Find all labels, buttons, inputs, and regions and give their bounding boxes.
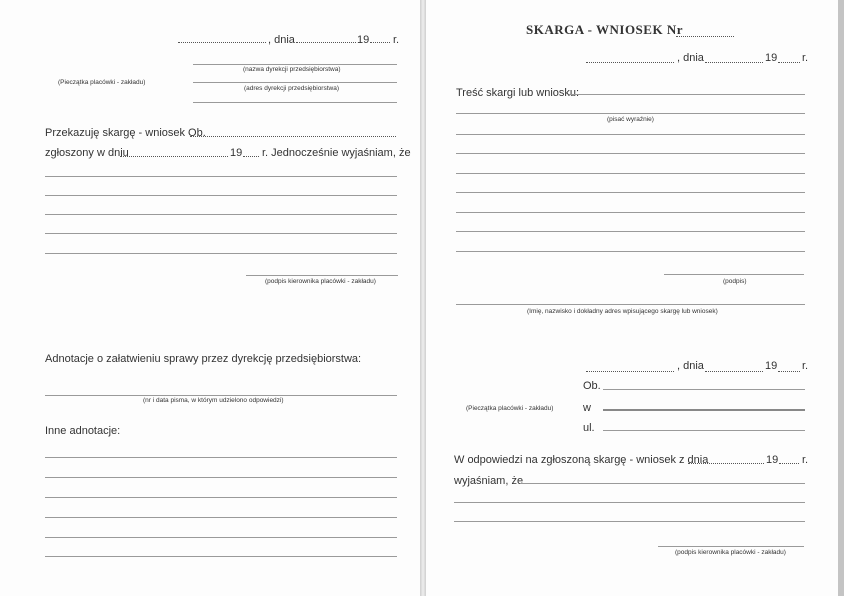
- year-prefix: 19: [765, 360, 778, 372]
- reply-label: W odpowiedzi na zgłoszoną skargę - wniosek z dnia: [454, 454, 709, 466]
- explain-label: r. Jednocześnie wyjaśniam, że: [262, 147, 411, 159]
- annotation-line[interactable]: [45, 517, 397, 518]
- date-label: , dnia: [268, 34, 295, 46]
- street-line[interactable]: [603, 430, 805, 431]
- author-address-caption: (Imię, nazwisko i dokładny adres wpisującego skargę lub wniosek): [527, 308, 718, 315]
- letter-ref-line[interactable]: [45, 395, 397, 396]
- explanation-line[interactable]: [45, 233, 397, 234]
- legible-caption: (pisać wyraźnie): [607, 116, 654, 123]
- content-line[interactable]: [456, 212, 805, 213]
- content-line[interactable]: [456, 192, 805, 193]
- form-title: SKARGA - WNIOSEK Nr: [526, 22, 683, 37]
- direction-name-line[interactable]: [193, 64, 397, 65]
- content-line[interactable]: [456, 251, 805, 252]
- reply-line[interactable]: [454, 502, 805, 503]
- place-blank[interactable]: [178, 42, 266, 43]
- direction-extra-line[interactable]: [193, 102, 397, 103]
- signature-line[interactable]: [664, 274, 804, 275]
- reply-date-blank[interactable]: [688, 463, 764, 464]
- content-line[interactable]: [569, 94, 805, 95]
- direction-address-line[interactable]: [193, 82, 397, 83]
- letter-ref-caption: (nr i data pisma, w którym udzielono odpowiedzi): [143, 397, 284, 404]
- date-blank[interactable]: [705, 371, 763, 372]
- date-label: , dnia: [677, 360, 704, 372]
- annotation-line[interactable]: [45, 497, 397, 498]
- manager-signature-line[interactable]: [246, 275, 398, 276]
- year-suffix: r.: [802, 360, 809, 372]
- year-blank[interactable]: [778, 62, 800, 63]
- year-blank[interactable]: [370, 42, 390, 43]
- reported-label: zgłoszony w dniu: [45, 147, 129, 159]
- date-blank[interactable]: [705, 62, 763, 63]
- reported-date-blank[interactable]: [120, 156, 228, 157]
- manager-signature-line[interactable]: [658, 546, 804, 547]
- citizen-label: Ob.: [583, 380, 601, 392]
- content-line[interactable]: [456, 134, 805, 135]
- date-blank[interactable]: [296, 42, 356, 43]
- date-label: , dnia: [677, 52, 704, 64]
- annotation-line[interactable]: [45, 457, 397, 458]
- town-label: w: [583, 402, 591, 414]
- content-line[interactable]: [456, 153, 805, 154]
- manager-signature-caption: (podpis kierownika placówki - zakładu): [675, 549, 786, 556]
- manager-signature-caption: (podpis kierownika placówki - zakładu): [265, 278, 376, 285]
- forward-label: Przekazuję skargę - wniosek Ob.: [45, 127, 206, 139]
- annotation-line[interactable]: [45, 537, 397, 538]
- explanation-line[interactable]: [45, 253, 397, 254]
- reply-line[interactable]: [454, 521, 805, 522]
- annotations-heading: Adnotacje o załatwieniu sprawy przez dyrekcję przedsiębiorstwa:: [45, 353, 362, 365]
- year-suffix: r.: [802, 52, 809, 64]
- direction-address-caption: (adres dyrekcji przedsiębiorstwa): [244, 85, 340, 92]
- citizen-name-blank[interactable]: [190, 136, 396, 137]
- stamp-label: (Pieczątka placówki - zakładu): [58, 79, 146, 86]
- other-annotations-heading: Inne adnotacje:: [45, 425, 121, 437]
- left-page: [0, 0, 420, 596]
- street-label: ul.: [583, 422, 595, 434]
- explanation-line[interactable]: [45, 195, 397, 196]
- place-blank[interactable]: [586, 371, 674, 372]
- annotation-line[interactable]: [45, 556, 397, 557]
- year-prefix: 19: [357, 34, 370, 46]
- form-number-blank[interactable]: [676, 36, 734, 37]
- year-blank[interactable]: [778, 371, 800, 372]
- content-line[interactable]: [456, 113, 805, 114]
- citizen-name-line[interactable]: [603, 389, 805, 390]
- content-label: Treść skargi lub wniosku:: [456, 87, 580, 99]
- explanation-line[interactable]: [45, 214, 397, 215]
- reply-year-blank[interactable]: [779, 463, 799, 464]
- author-address-line[interactable]: [456, 304, 805, 305]
- place-blank[interactable]: [586, 62, 674, 63]
- year-suffix: r.: [393, 34, 400, 46]
- page-edge: [838, 0, 844, 596]
- year-prefix: 19: [765, 52, 778, 64]
- direction-name-caption: (nazwa dyrekcji przedsiębiorstwa): [243, 66, 341, 73]
- town-line[interactable]: [603, 409, 805, 411]
- reply-line[interactable]: [520, 483, 805, 484]
- reply-year-suffix: r.: [802, 454, 809, 466]
- content-line[interactable]: [456, 231, 805, 232]
- reported-year-prefix: 19: [230, 147, 243, 159]
- stamp-label: (Pieczątka placówki - zakładu): [466, 405, 554, 412]
- explanation-line[interactable]: [45, 176, 397, 177]
- reported-year-blank[interactable]: [243, 156, 259, 157]
- reply-explain-label: wyjaśniam, że: [454, 475, 524, 487]
- annotation-line[interactable]: [45, 477, 397, 478]
- signature-caption: (podpis): [723, 278, 747, 285]
- reply-year-prefix: 19: [766, 454, 779, 466]
- content-line[interactable]: [456, 173, 805, 174]
- right-page: [426, 0, 838, 596]
